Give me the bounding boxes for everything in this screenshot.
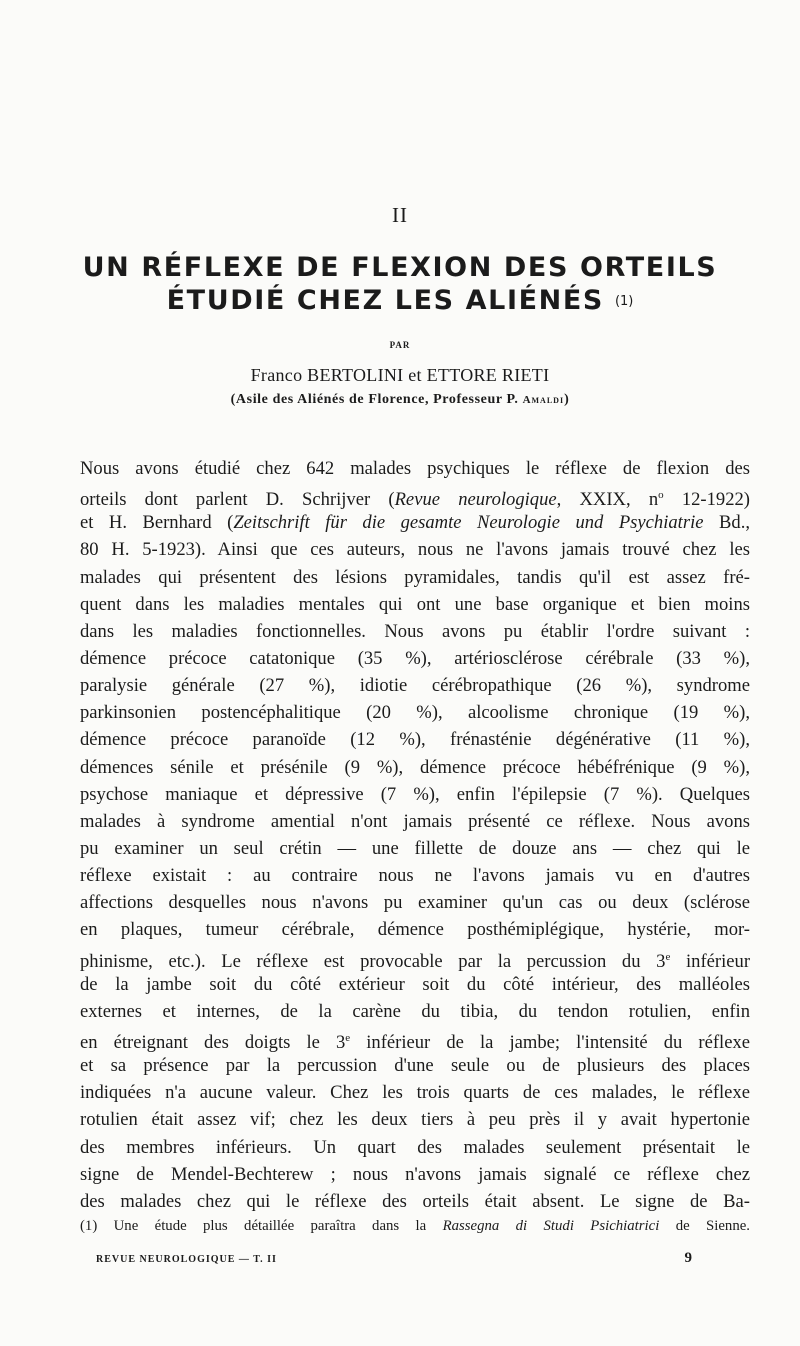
body-line: quent dans les maladies mentales qui ont une base organique et bien moins	[80, 593, 750, 615]
body-line-text: Bd.,	[703, 512, 750, 534]
body-line-text: inférieur de la jambe; l'intensité du réflexe	[350, 1032, 751, 1054]
title-line-2	[0, 285, 800, 316]
body-line: démences sénile et présénile (9 %), démence précoce hébéfrénique (9 %),	[80, 756, 750, 778]
footnote-text-end: de Sienne.	[659, 1218, 750, 1234]
body-line: paralysie générale (27 %), idiotie cérébropathique (26 %), syndrome	[80, 675, 750, 697]
affiliation-professor: Amaldi	[522, 394, 565, 406]
footnote	[80, 1218, 750, 1235]
body-line: en plaques, tumeur cérébrale, démence posthémiplégique, hystérie, mor-	[80, 919, 750, 941]
superscript: o	[658, 489, 664, 502]
page-number: 9	[684, 1250, 692, 1266]
body-line: des malades chez qui le réflexe des orteils était absent. Le signe de Ba-	[80, 1190, 750, 1212]
body-line-text: phinisme, etc.). Le réflexe est provocable par la percussion du 3	[80, 950, 666, 972]
by-line: PAR	[389, 340, 411, 350]
body-line: 80 H. 5-1923). Ainsi que ces auteurs, nous ne l'avons jamais trouvé chez les	[80, 539, 750, 561]
footnote-journal: Rassegna di Studi Psichiatrici	[442, 1218, 660, 1234]
body-line: malades qui présentent des lésions pyramidales, tandis qu'il est assez fré-	[80, 566, 750, 588]
body-line: de la jambe soit du côté extérieur soit du côté intérieur, des malléoles	[80, 973, 750, 995]
body-line: des membres inférieurs. Un quart des malades seulement présentait le	[80, 1136, 750, 1158]
affiliation-close: )	[564, 392, 570, 407]
affiliation	[0, 392, 800, 408]
body-line-text: , XXIX, n	[556, 489, 659, 511]
body-text	[80, 455, 750, 1215]
authors: Franco BERTOLINI et ETTORE RIETI	[250, 365, 550, 385]
body-line	[80, 482, 750, 509]
body-line	[80, 509, 750, 536]
body-line: réflexe existait : au contraire nous ne l'avons jamais vu en d'autres	[80, 865, 750, 887]
body-line	[80, 1025, 750, 1052]
body-line-text: 12-1922)	[663, 489, 750, 511]
footnote-text: Une étude plus détaillée paraîtra dans la	[97, 1218, 443, 1234]
superscript: e	[345, 1031, 351, 1044]
footnote-marker: (1)	[80, 1218, 98, 1234]
citation-journal-1: Revue neurologique	[394, 489, 557, 511]
body-line: rotulien était assez vif; chez les deux tiers à peu près il y avait hypertonie	[80, 1109, 750, 1131]
body-line: signe de Mendel-Bechterew ; nous n'avons jamais signalé ce réflexe chez	[80, 1163, 750, 1185]
title-line-1: UN RÉFLEXE DE FLEXION DES ORTEILS	[82, 252, 718, 283]
body-line-text: et H. Bernhard (	[80, 512, 234, 534]
body-line: affections desquelles nous n'avons pu examiner qu'un cas ou deux (sclérose	[80, 892, 750, 914]
body-line: psychose maniaque et dépressive (7 %), enfin l'épilepsie (7 %). Quelques	[80, 783, 750, 805]
body-line: parkinsonien postencéphalitique (20 %), alcoolisme chronique (19 %),	[80, 702, 750, 724]
body-line: malades à syndrome amential n'ont jamais présenté ce réflexe. Nous avons	[80, 810, 750, 832]
body-line: et sa présence par la percussion d'une seule ou de plusieurs des places	[80, 1055, 750, 1077]
body-line: démence précoce catatonique (35 %), artériosclérose cérébrale (33 %),	[80, 647, 750, 669]
body-line: démence précoce paranoïde (12 %), frénasténie dégénérative (11 %),	[80, 729, 750, 751]
title-line-2-text: ÉTUDIÉ CHEZ LES ALIÉNÉS	[166, 285, 604, 316]
citation-journal-2: Zeitschrift für die gesamte Neurologie und Psychiatrie	[233, 512, 704, 534]
body-line	[80, 944, 750, 971]
body-line: indiquées n'a aucune valeur. Chez les trois quarts de ces malades, le réflexe	[80, 1082, 750, 1104]
body-line: pu examiner un seul crétin — une fillette de douze ans — chez qui le	[80, 837, 750, 859]
running-footer	[96, 1250, 692, 1267]
running-footer-journal: REVUE NEUROLOGIQUE — T. II	[96, 1254, 277, 1265]
title-footnote-ref: (1)	[614, 294, 634, 309]
section-number: II	[392, 203, 408, 227]
body-line-text: orteils dont parlent D. Schrijver (	[80, 489, 395, 511]
body-line-text: en étreignant des doigts le 3	[80, 1032, 346, 1054]
body-line: dans les maladies fonctionnelles. Nous avons pu établir l'ordre suivant :	[80, 620, 750, 642]
body-line-text: inférieur	[670, 950, 751, 972]
body-line: externes et internes, de la carène du tibia, du tendon rotulien, enfin	[80, 1000, 750, 1022]
superscript: e	[665, 950, 671, 963]
body-line: Nous avons étudié chez 642 malades psychiques le réflexe de flexion des	[80, 458, 750, 479]
affiliation-text: (Asile des Aliénés de Florence, Professeur P.	[230, 392, 523, 407]
